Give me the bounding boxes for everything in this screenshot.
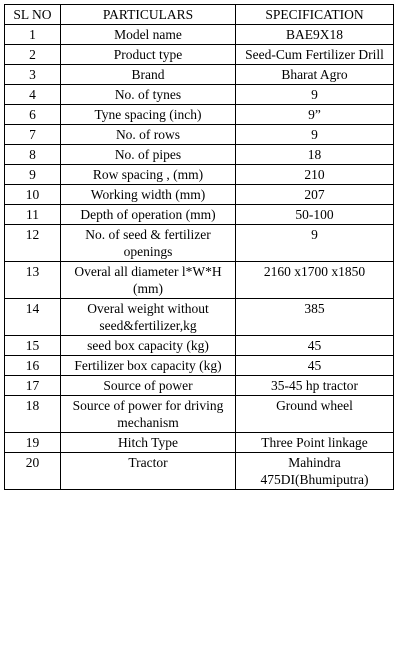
particular-cell: Row spacing , (mm) bbox=[61, 165, 236, 185]
sl-cell: 3 bbox=[5, 65, 61, 85]
particular-cell: Hitch Type bbox=[61, 433, 236, 453]
sl-cell: 15 bbox=[5, 336, 61, 356]
table-row bbox=[5, 65, 394, 85]
particular-cell: No. of seed & fertilizer openings bbox=[61, 225, 236, 262]
specification-cell: Seed-Cum Fertilizer Drill bbox=[236, 45, 394, 65]
specification-cell: 45 bbox=[236, 336, 394, 356]
table-body bbox=[5, 25, 394, 490]
particular-cell: Working width (mm) bbox=[61, 185, 236, 205]
header-sl-no: SL NO bbox=[5, 5, 61, 25]
particular-cell: Source of power bbox=[61, 376, 236, 396]
table-row bbox=[5, 205, 394, 225]
table-row bbox=[5, 356, 394, 376]
specification-cell: 9 bbox=[236, 85, 394, 105]
specification-cell: Three Point linkage bbox=[236, 433, 394, 453]
sl-cell: 18 bbox=[5, 396, 61, 433]
sl-cell: 14 bbox=[5, 299, 61, 336]
specification-cell: 2160 x1700 x1850 bbox=[236, 262, 394, 299]
header-particulars: PARTICULARS bbox=[61, 5, 236, 25]
table-row bbox=[5, 299, 394, 336]
sl-cell: 19 bbox=[5, 433, 61, 453]
specification-cell: 35-45 hp tractor bbox=[236, 376, 394, 396]
particular-cell: Overal all diameter l*W*H (mm) bbox=[61, 262, 236, 299]
table-row bbox=[5, 433, 394, 453]
particular-cell: Overal weight without seed&fertilizer,kg bbox=[61, 299, 236, 336]
particular-cell: Depth of operation (mm) bbox=[61, 205, 236, 225]
table-row bbox=[5, 165, 394, 185]
specification-cell: 18 bbox=[236, 145, 394, 165]
sl-cell: 1 bbox=[5, 25, 61, 45]
specification-cell: Mahindra 475DI(Bhumiputra) bbox=[236, 453, 394, 490]
sl-cell: 6 bbox=[5, 105, 61, 125]
specification-cell: 45 bbox=[236, 356, 394, 376]
sl-cell: 4 bbox=[5, 85, 61, 105]
specification-cell: 385 bbox=[236, 299, 394, 336]
table-row bbox=[5, 45, 394, 65]
sl-cell: 2 bbox=[5, 45, 61, 65]
specification-cell: 50-100 bbox=[236, 205, 394, 225]
table-row bbox=[5, 262, 394, 299]
table-row bbox=[5, 376, 394, 396]
table-row bbox=[5, 105, 394, 125]
specification-cell: 9 bbox=[236, 125, 394, 145]
particular-cell: Brand bbox=[61, 65, 236, 85]
sl-cell: 11 bbox=[5, 205, 61, 225]
table-row bbox=[5, 145, 394, 165]
sl-cell: 13 bbox=[5, 262, 61, 299]
specification-cell: Bharat Agro bbox=[236, 65, 394, 85]
table-row bbox=[5, 185, 394, 205]
header-specification: SPECIFICATION bbox=[236, 5, 394, 25]
specification-cell: Ground wheel bbox=[236, 396, 394, 433]
specification-cell: 207 bbox=[236, 185, 394, 205]
sl-cell: 10 bbox=[5, 185, 61, 205]
particular-cell: No. of rows bbox=[61, 125, 236, 145]
table-row bbox=[5, 125, 394, 145]
particular-cell: Tyne spacing (inch) bbox=[61, 105, 236, 125]
particular-cell: Tractor bbox=[61, 453, 236, 490]
table-row bbox=[5, 25, 394, 45]
particular-cell: Fertilizer box capacity (kg) bbox=[61, 356, 236, 376]
specification-cell: 9” bbox=[236, 105, 394, 125]
sl-cell: 9 bbox=[5, 165, 61, 185]
sl-cell: 16 bbox=[5, 356, 61, 376]
specification-table bbox=[4, 4, 394, 490]
particular-cell: No. of pipes bbox=[61, 145, 236, 165]
table-row bbox=[5, 396, 394, 433]
sl-cell: 17 bbox=[5, 376, 61, 396]
sl-cell: 20 bbox=[5, 453, 61, 490]
particular-cell: Model name bbox=[61, 25, 236, 45]
particular-cell: No. of tynes bbox=[61, 85, 236, 105]
table-row bbox=[5, 225, 394, 262]
specification-cell: 9 bbox=[236, 225, 394, 262]
particular-cell: Product type bbox=[61, 45, 236, 65]
table-row bbox=[5, 336, 394, 356]
particular-cell: Source of power for driving mechanism bbox=[61, 396, 236, 433]
specification-cell: BAE9X18 bbox=[236, 25, 394, 45]
table-row bbox=[5, 85, 394, 105]
specification-cell: 210 bbox=[236, 165, 394, 185]
table-row bbox=[5, 453, 394, 490]
sl-cell: 12 bbox=[5, 225, 61, 262]
sl-cell: 7 bbox=[5, 125, 61, 145]
table-header-row bbox=[5, 5, 394, 25]
particular-cell: seed box capacity (kg) bbox=[61, 336, 236, 356]
sl-cell: 8 bbox=[5, 145, 61, 165]
